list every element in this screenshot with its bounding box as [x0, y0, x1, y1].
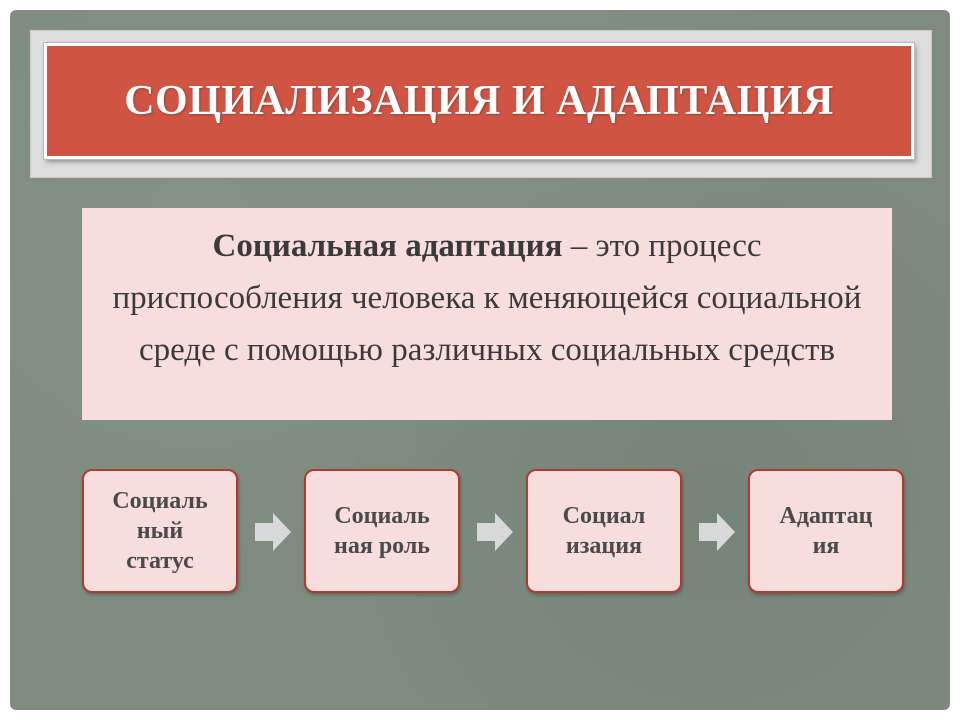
- flow-step-social-status: [82, 469, 238, 593]
- title-box: [44, 43, 914, 159]
- flow-step-line: Социал: [562, 503, 646, 529]
- right-arrow-icon: [477, 513, 513, 551]
- flow-step-line: ный: [136, 518, 184, 544]
- flow-step-line: Социаль: [334, 503, 430, 529]
- flow-step-line: изация: [565, 533, 643, 559]
- definition-text: – это процесс приспособления человека к меняющейся социальной среде с помощью различных социальных средств: [112, 228, 862, 368]
- flow-step-line: Социаль: [112, 488, 208, 514]
- flow-step-line: ия: [812, 533, 840, 559]
- right-arrow-icon: [255, 513, 291, 551]
- definition-term: Социальная адаптация: [212, 228, 563, 264]
- title-band: [30, 30, 932, 178]
- flow-step-socialization: [526, 469, 682, 593]
- flow-step-line: Адаптац: [779, 503, 873, 529]
- slide: [10, 10, 950, 710]
- slide-title: СОЦИАЛИЗАЦИЯ И АДАПТАЦИЯ: [124, 78, 834, 124]
- flow-step-social-role: [304, 469, 460, 593]
- flow-step-line: ная роль: [334, 533, 430, 559]
- right-arrow-icon: [699, 513, 735, 551]
- flow-step-line: статус: [126, 548, 194, 574]
- definition-box: [82, 208, 892, 420]
- flow-step-adaptation: [748, 469, 904, 593]
